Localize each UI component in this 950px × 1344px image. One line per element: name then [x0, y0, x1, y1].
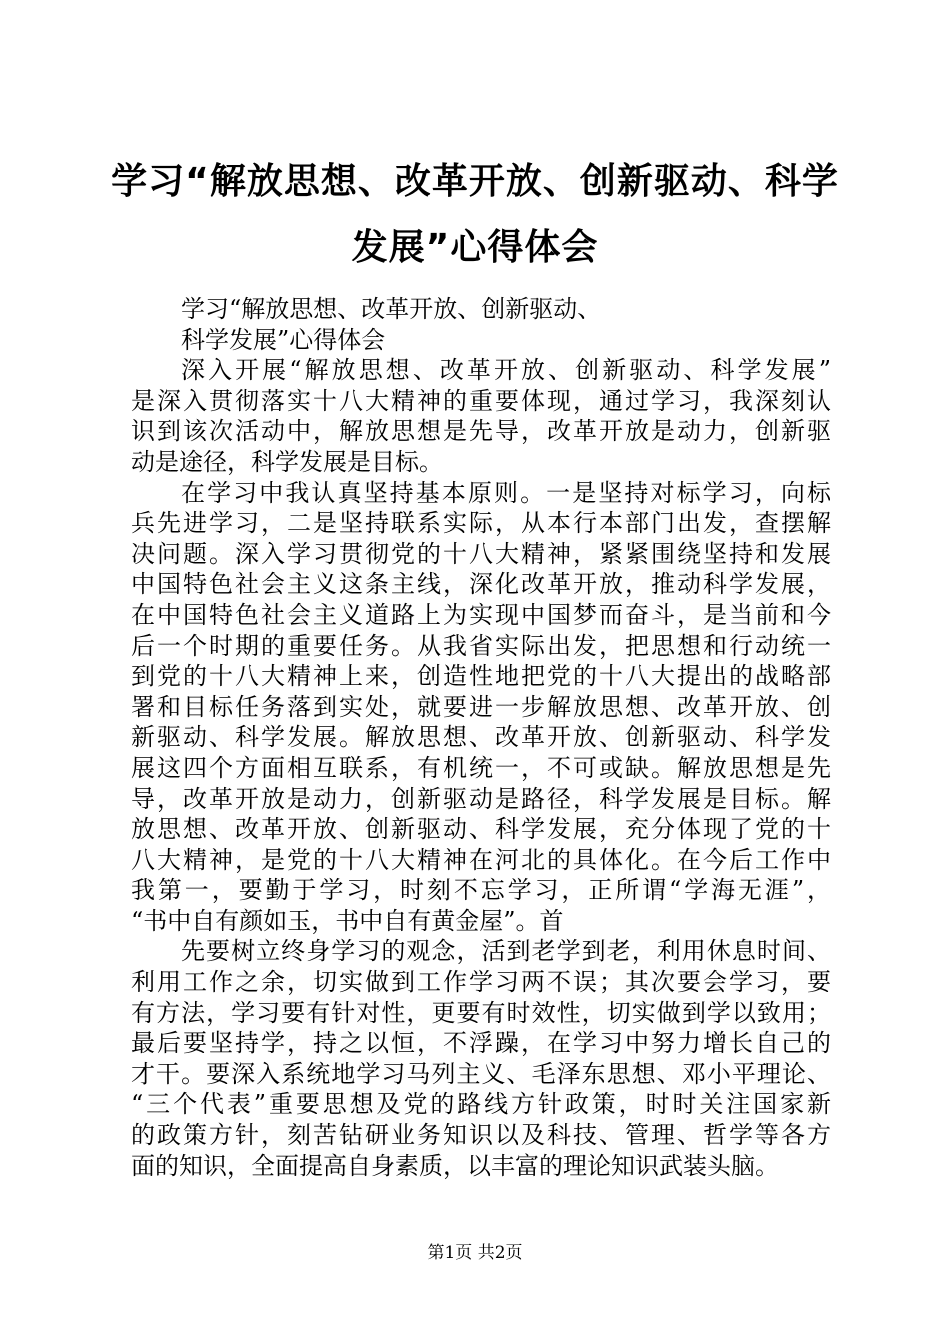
body-text-line: 识到该次活动中，解放思想是先导，改革开放是动力，创新驱: [131, 417, 831, 446]
body-text-line: 到党的十八大精神上来，创造性地把党的十八大提出的战略部: [131, 662, 831, 691]
body-text-line: 的政策方针，刻苦钻研业务知识以及科技、管理、哲学等各方: [131, 1121, 831, 1150]
body-text-line: 放思想、改革开放、创新驱动、科学发展，充分体现了党的十: [131, 815, 831, 844]
body-text-line: 深入开展“解放思想、改革开放、创新驱动、科学发展”: [181, 356, 831, 385]
body-text-line: 最后要坚持学，持之以恒，不浮躁，在学习中努力增长自己的: [131, 1029, 831, 1058]
body-text-line: 动是途径，科学发展是目标。: [131, 447, 443, 476]
body-text-line: 科学发展”心得体会: [181, 325, 386, 354]
body-text-line: 我第一，要勤于学习，时刻不忘学习，正所谓“学海无涯”，: [131, 876, 831, 905]
body-text-line: 署和目标任务落到实处，就要进一步解放思想、改革开放、创: [131, 692, 831, 721]
body-text-line: 利用工作之余，切实做到工作学习两不误；其次要会学习，要: [131, 968, 831, 997]
body-text-line: 学习“解放思想、改革开放、创新驱动、: [181, 295, 602, 323]
body-text-line: 先要树立终身学习的观念，活到老学到老，利用休息时间、: [181, 937, 831, 966]
page-footer: 第1页 共2页: [427, 1243, 523, 1263]
body-text-line: 中国特色社会主义这条主线，深化改革开放，推动科学发展，: [131, 570, 831, 599]
body-text-line: 展这四个方面相互联系，有机统一，不可或缺。解放思想是先: [131, 753, 831, 782]
body-text-line: 导，改革开放是动力，创新驱动是路径，科学发展是目标。解: [131, 784, 831, 813]
body-text-line: 八大精神，是党的十八大精神在河北的具体化。在今后工作中: [131, 845, 831, 874]
body-text-line: 在中国特色社会主义道路上为实现中国梦而奋斗，是当前和今: [131, 600, 831, 629]
body-text-line: 是深入贯彻落实十八大精神的重要体现，通过学习，我深刻认: [131, 386, 831, 415]
body-text-line: 有方法，学习要有针对性，更要有时效性，切实做到学以致用；: [131, 998, 831, 1027]
body-text-line: 在学习中我认真坚持基本原则。一是坚持对标学习，向标: [181, 478, 831, 507]
body-text-line: 才干。要深入系统地学习马列主义、毛泽东思想、邓小平理论、: [131, 1059, 831, 1088]
document-title-line-2: 发展”心得体会: [351, 227, 599, 268]
body-text-line: 兵先进学习，二是坚持联系实际，从本行本部门出发，查摆解: [131, 509, 831, 538]
body-text-line: 新驱动、科学发展。解放思想、改革开放、创新驱动、科学发: [131, 723, 831, 752]
body-text-line: 后一个时期的重要任务。从我省实际出发，把思想和行动统一: [131, 631, 831, 660]
body-text-line: “书中自有颜如玉，书中自有黄金屋”。首: [131, 906, 564, 935]
body-text-line: 决问题。深入学习贯彻党的十八大精神，紧紧围绕坚持和发展: [131, 539, 831, 568]
document-body: [131, 294, 831, 1181]
body-text-line: 面的知识，全面提高自身素质，以丰富的理论知识武装头脑。: [131, 1151, 779, 1180]
document-title-line-1: 学习“解放思想、改革开放、创新驱动、科学: [111, 161, 839, 202]
body-text-line: “三个代表”重要思想及党的路线方针政策，时时关注国家新: [131, 1090, 831, 1119]
